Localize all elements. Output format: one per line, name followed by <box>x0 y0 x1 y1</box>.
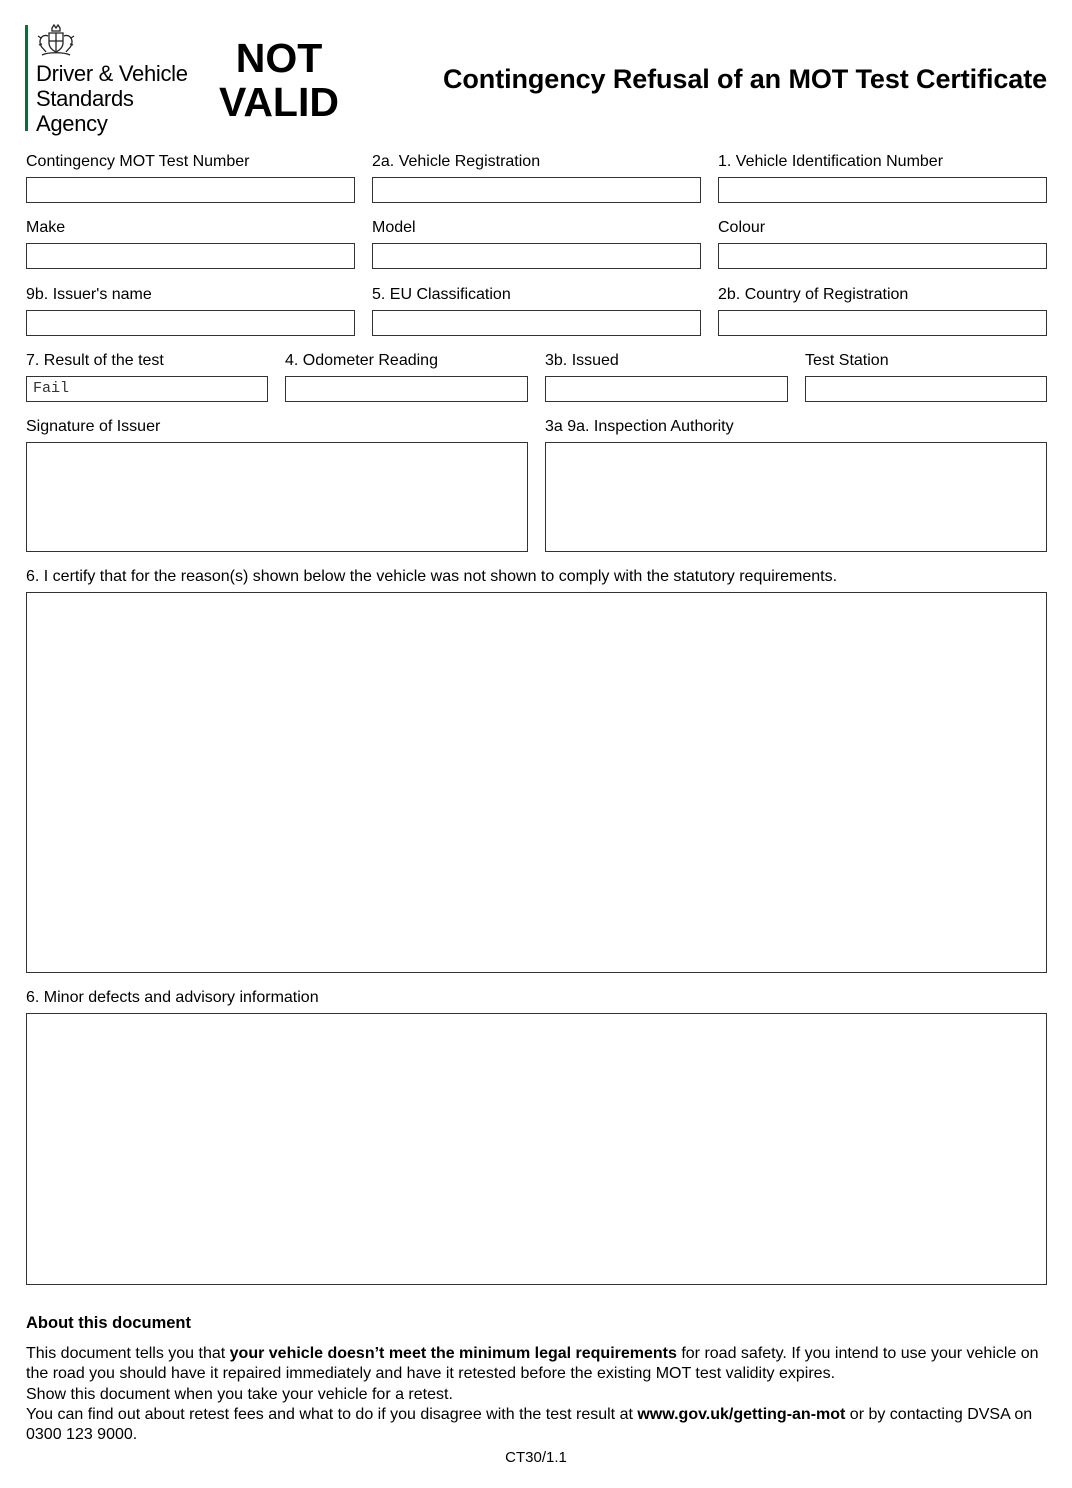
issuer-name-label: 9b. Issuer's name <box>26 286 152 303</box>
colour-field[interactable] <box>718 243 1047 269</box>
about-text-segment: or by contacting DVSA on 0300 123 9000. <box>26 1405 1033 1444</box>
vehicle-registration-label: 2a. Vehicle Registration <box>372 153 541 170</box>
country-of-registration-label: 2b. Country of Registration <box>718 286 909 303</box>
mot-test-number-field[interactable] <box>26 177 355 203</box>
about-text-segment: for road safety. If you intend to use your vehicle on the road you should have it repaired immediately and have it retested before the existing MOT test validity expires. <box>26 1345 1039 1383</box>
test-result-label: 7. Result of the test <box>26 352 164 369</box>
issuer-name-field[interactable] <box>26 310 355 336</box>
model-label: Model <box>372 219 416 236</box>
page-title: Contingency Refusal of an MOT Test Certificate <box>443 64 1047 94</box>
colour-label: Colour <box>718 219 766 236</box>
inspection-authority-field[interactable] <box>545 442 1047 552</box>
issued-label: 3b. Issued <box>545 352 619 369</box>
agency-name-line: Driver & Vehicle <box>36 61 188 86</box>
issued-field[interactable] <box>545 376 788 402</box>
vehicle-registration-field[interactable] <box>372 177 701 203</box>
vin-label: 1. Vehicle Identification Number <box>718 153 944 170</box>
signature-field[interactable] <box>26 442 528 552</box>
signature-label: Signature of Issuer <box>26 418 161 435</box>
odometer-field[interactable] <box>285 376 528 402</box>
model-field[interactable] <box>372 243 701 269</box>
about-text <box>26 1344 1046 1445</box>
minor-defects-field[interactable] <box>26 1013 1047 1285</box>
agency-name-line: Standards <box>36 86 134 111</box>
about-paragraph <box>26 1344 1046 1385</box>
stamp-line: NOT <box>235 35 323 81</box>
eu-classification-field[interactable] <box>372 310 701 336</box>
eu-classification-label: 5. EU Classification <box>372 286 511 303</box>
mot-test-number-label: Contingency MOT Test Number <box>26 153 250 170</box>
minor-defects-label: 6. Minor defects and advisory information <box>26 989 319 1006</box>
country-of-registration-field[interactable] <box>718 310 1047 336</box>
about-heading: About this document <box>26 1314 191 1332</box>
about-paragraph <box>26 1405 1046 1446</box>
make-field[interactable] <box>26 243 355 269</box>
about-text-segment: You can find out about retest fees and what to do if you disagree with the test result at <box>26 1405 638 1423</box>
about-paragraph: Show this document when you take your vehicle for a retest. <box>26 1385 453 1403</box>
test-station-label: Test Station <box>805 352 889 369</box>
test-station-field[interactable] <box>805 376 1047 402</box>
odometer-label: 4. Odometer Reading <box>285 352 438 369</box>
gov-link[interactable]: www.gov.uk/getting-an-mot <box>637 1405 846 1423</box>
agency-name-line: Agency <box>36 111 108 136</box>
stamp-line: VALID <box>219 79 339 125</box>
make-label: Make <box>26 219 66 236</box>
refusal-reasons-label: 6. I certify that for the reason(s) shown below the vehicle was not shown to comply with the statutory requirements. <box>26 568 838 585</box>
refusal-reasons-field[interactable] <box>26 592 1047 973</box>
about-text-segment: This document tells you that <box>26 1345 230 1362</box>
agency-logo-bar <box>25 25 28 131</box>
test-result-field[interactable]: Fail <box>26 376 268 402</box>
royal-crest-icon <box>36 24 76 58</box>
inspection-authority-label: 3a 9a. Inspection Authority <box>545 418 734 435</box>
about-bold-text: your vehicle doesn’t meet the minimum legal requirements <box>229 1345 677 1362</box>
agency-name <box>36 61 188 136</box>
not-valid-stamp <box>214 36 344 124</box>
form-code: CT30/1.1 <box>505 1449 567 1466</box>
vin-field[interactable] <box>718 177 1047 203</box>
